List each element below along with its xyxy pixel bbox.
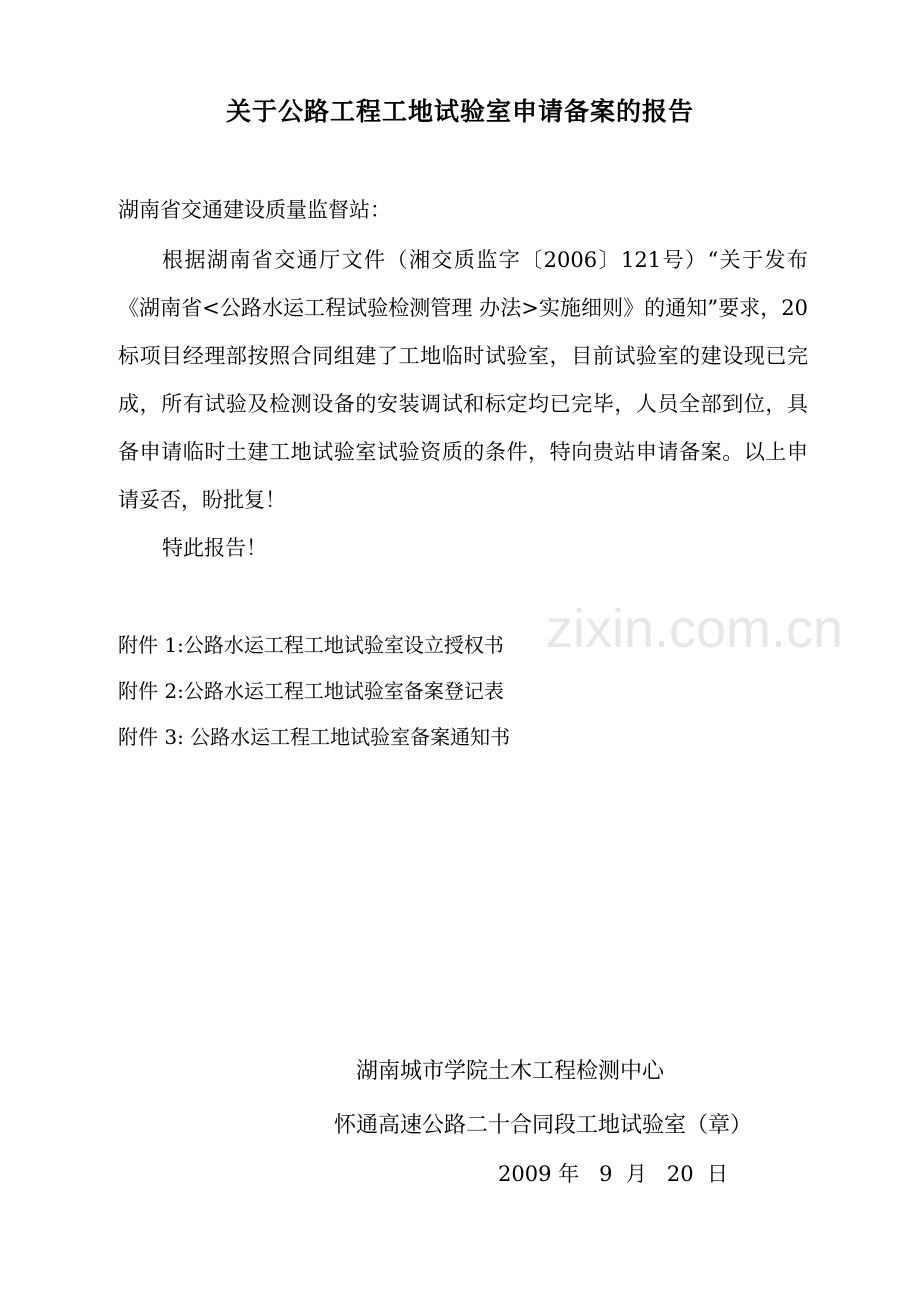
attachment-list	[118, 622, 510, 760]
closing-line: 特此报告！	[162, 536, 267, 560]
salutation: 湖南省交通建设质量监督站：	[118, 198, 391, 222]
attachment-item-3: 附件 3: 公路水运工程工地试验室备案通知书	[118, 725, 511, 749]
signature-organization: 湖南城市学院土木工程检测中心	[356, 1059, 665, 1084]
signature-lab: 怀通高速公路二十合同段工地试验室（章）	[334, 1113, 753, 1138]
attachment-item-1: 附件 1:公路水运工程工地试验室设立授权书	[118, 633, 504, 657]
attachment-item-2: 附件 2:公路水运工程工地试验室备案登记表	[118, 679, 504, 703]
watermark: zixin.com.cn	[546, 599, 844, 659]
document-title: 关于公路工程工地试验室申请备案的报告	[225, 97, 694, 126]
body-paragraph: 根据湖南省交通厅文件（湘交质监字〔2006〕121号）“关于发布《湖南省<公路水运工程试验检测管理 办法>实施细则》的通知”要求，20标项目经理部按照合同组建了工地临时试验室，目前试验室的建设现已完成，所有试验及检测设备的安装调试和标定均已完毕，人员全部到位，具备申请临时土建工地试验室试验资质的条件，特向贵站申请备案。以上申请妥否，盼批复！	[118, 248, 808, 512]
signature-date: 2009 年 9 月 20 日	[498, 1162, 728, 1186]
